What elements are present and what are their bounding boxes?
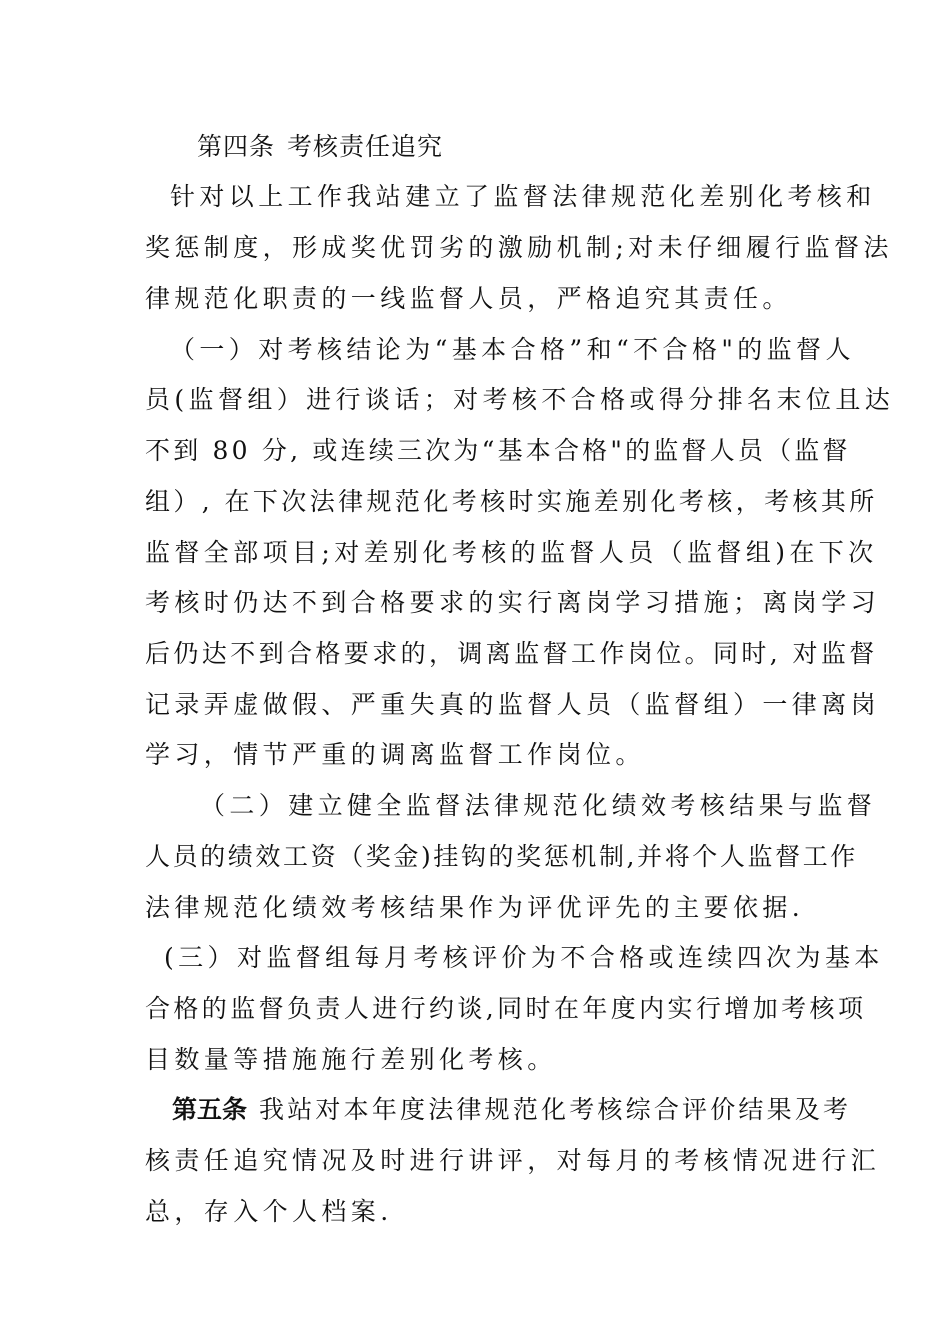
paragraph-line: 核责任追究情况及时进行讲评，对每月的考核情况进行汇 [145, 1146, 881, 1175]
paragraph-line: 考核时仍达不到合格要求的实行离岗学习措施；离岗学习 [145, 588, 881, 617]
paragraph-line: 合格的监督负责人进行约谈,同时在年度内实行增加考核项 [145, 994, 867, 1023]
paragraph-line: 后仍达不到合格要求的，调离监督工作岗位。同时, 对监督 [145, 639, 878, 668]
article-4-title: 考核责任追究 [287, 132, 444, 161]
paragraph-line: 记录弄虚做假、严重失真的监督人员（监督组）一律离岗 [145, 690, 881, 719]
article-5-line [172, 1094, 851, 1126]
paragraph-line: 监督全部项目;对差别化考核的监督人员（监督组)在下次 [145, 538, 878, 567]
paragraph-line: 法律规范化绩效考核结果作为评优评先的主要依据. [145, 893, 805, 922]
paragraph-line: 组）, 在下次法律规范化考核时实施差别化考核，考核其所 [145, 487, 878, 516]
paragraph-line: 针对以上工作我站建立了监督法律规范化差别化考核和 [170, 182, 876, 211]
paragraph-line: 学习，情节严重的调离监督工作岗位。 [145, 740, 645, 769]
paragraph-line: 律规范化职责的一线监督人员，严格追究其责任。 [145, 284, 792, 313]
paragraph-line: (三）对监督组每月考核评价为不合格或连续四次为基本 [164, 943, 884, 972]
paragraph-line: （二）建立健全监督法律规范化绩效考核结果与监督 [200, 791, 877, 820]
paragraph-line: 员(监督组）进行谈话；对考核不合格或得分排名末位且达 [145, 385, 895, 414]
article-4-heading [197, 131, 443, 163]
paragraph-line: 不到 80 分, 或连续三次为“基本合格"的监督人员（监督 [145, 436, 851, 465]
paragraph-line: 目数量等措施施行差别化考核。 [145, 1045, 557, 1074]
paragraph-line: （一）对考核结论为“基本合格”和“不合格"的监督人 [170, 335, 855, 364]
paragraph-line: 奖惩制度，形成奖优罚劣的激励机制;对未仔细履行监督法 [145, 233, 893, 262]
article-5-label: 第五条 [172, 1095, 248, 1124]
paragraph-line: 人员的绩效工资（奖金)挂钩的奖惩机制,并将个人监督工作 [145, 842, 858, 871]
article-5-text: 我站对本年度法律规范化考核综合评价结果及考 [259, 1095, 852, 1124]
article-4-label: 第四条 [197, 132, 276, 161]
paragraph-line: 总，存入个人档案. [145, 1197, 393, 1226]
